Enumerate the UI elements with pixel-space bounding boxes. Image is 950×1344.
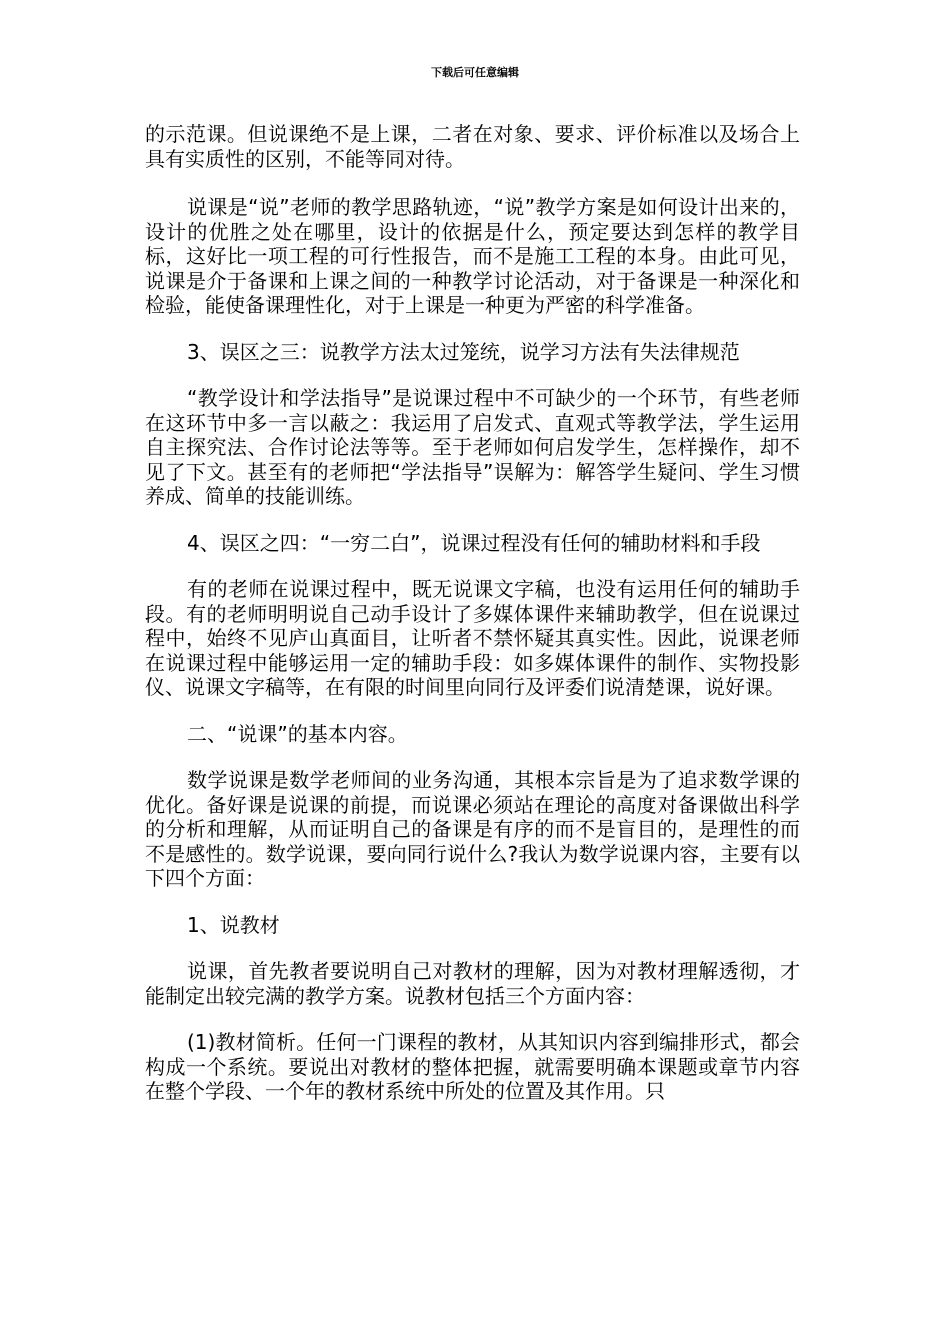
heading-textbook: 1、说教材 [187, 912, 280, 937]
paragraph-lesson-definition: 说课是“说”老师的教学思路轨迹，“说”教学方案是如何设计出来的，设计的优胜之处在哪里，设计的依据是什么，预定要达到怎样的教学目标，这好比一项工程的可行性报告，而不是施工工程的本身。由此可见，说课是介于备课和上课之间的一种教学讨论活动，对于备课是一种深化和检验，能使备课理性化，对于上课是一种更为严密的科学准备。 [145, 195, 800, 317]
heading-basic-content: 二、“说课”的基本内容。 [187, 721, 408, 746]
paragraph-textbook-understanding: 说课，首先教者要说明自己对教材的理解，因为对教材理解透彻，才能制定出较完满的教学方案。说教材包括三个方面内容： [145, 959, 800, 1008]
paragraph-teaching-design: “教学设计和学法指导”是说课过程中不可缺少的一个环节，有些老师在这环节中多一言以蔽之：我运用了启发式、直观式等教学法，学生运用自主探究法、合作讨论法等等。至于老师如何启发学生，怎样操作，却不见了下文。甚至有的老师把“学法指导”误解为：解答学生疑问、学生习惯养成、简单的技能训练。 [145, 386, 800, 508]
document-body [145, 122, 800, 1126]
heading-misconception-4: 4、误区之四：“一穷二白”，说课过程没有任何的辅助材料和手段 [187, 530, 761, 555]
paragraph-math-lesson: 数学说课是数学老师间的业务沟通，其根本宗旨是为了追求数学课的优化。备好课是说课的前提，而说课必须站在理论的高度对备课做出科学的分析和理解，从而证明自己的备课是有序的而不是盲目的，是理性的而不是感性的。数学说课，要向同行说什么?我认为数学说课内容，主要有以下四个方面： [145, 768, 800, 890]
paragraph-auxiliary-means: 有的老师在说课过程中，既无说课文字稿，也没有运用任何的辅助手段。有的老师明明说自己动手设计了多媒体课件来辅助教学，但在说课过程中，始终不见庐山真面目，让听者不禁怀疑其真实性。因此，说课老师在说课过程中能够运用一定的辅助手段：如多媒体课件的制作、实物投影仪、说课文字稿等，在有限的时间里向同行及评委们说清楚课，说好课。 [145, 577, 800, 699]
paragraph-textbook-analysis: (1)教材简析。任何一门课程的教材，从其知识内容到编排形式，都会构成一个系统。要说出对教材的整体把握，就需要明确本课题或章节内容在整个学段、一个年的教材系统中所处的位置及其作用。只 [145, 1030, 800, 1103]
page-header: 下载后可任意编辑 [431, 66, 519, 79]
heading-misconception-3: 3、误区之三：说教学方法太过笼统，说学习方法有失法律规范 [187, 339, 740, 364]
paragraph-continuation: 的示范课。但说课绝不是上课，二者在对象、要求、评价标准以及场合上具有实质性的区别，不能等同对待。 [145, 122, 800, 171]
